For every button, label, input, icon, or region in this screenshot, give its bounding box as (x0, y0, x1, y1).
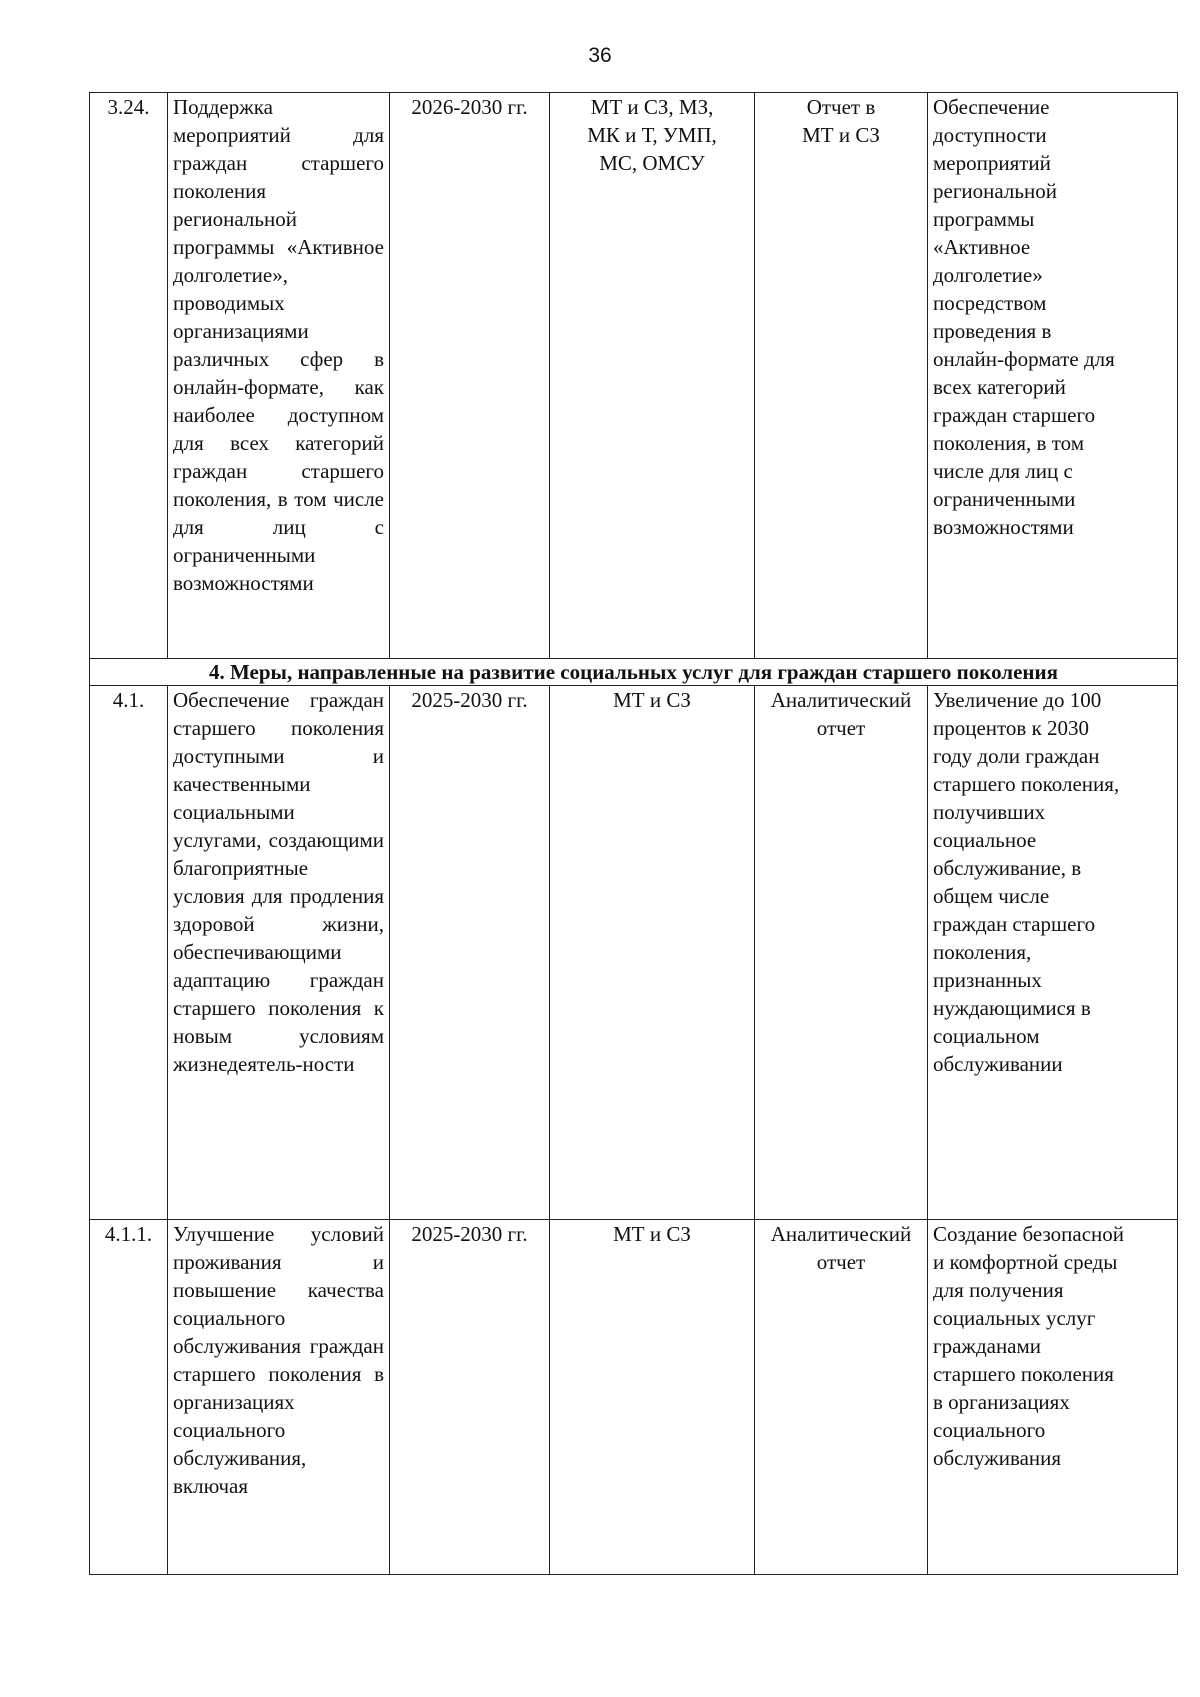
report-form: Аналитический отчет (755, 686, 928, 1220)
section-4-header: 4. Меры, направленные на развитие социальных услуг для граждан старшего поколения (90, 659, 1178, 686)
table-row (90, 93, 1178, 659)
report-form: Отчет в МТ и СЗ (755, 93, 928, 659)
row-number: 3.24. (90, 93, 168, 659)
table-row (90, 686, 1178, 1220)
expected-result: Обеспечение доступности мероприятий региональной программы «Активное долголетие» посредством проведения в онлайн-формате для всех категорий граждан старшего поколения, в том числе для лиц с ограниченными возможностями (928, 93, 1178, 659)
report-form: Аналитический отчет (755, 1220, 928, 1575)
page-number: 36 (588, 44, 612, 67)
row-number: 4.1.1. (90, 1220, 168, 1575)
expected-result: Увеличение до 100 процентов к 2030 году доли граждан старшего поколения, получивших социальное обслуживание, в общем числе граждан старшего поколения, признанных нуждающимися в социальном обслуживании (928, 686, 1178, 1220)
row-number: 4.1. (90, 686, 168, 1220)
expected-result: Создание безопасной и комфортной среды для получения социальных услуг гражданами старшего поколения в организациях социального обслуживания (928, 1220, 1178, 1575)
executors: МТ и СЗ (550, 686, 755, 1220)
section-header-row (90, 659, 1178, 686)
table-row (90, 1220, 1178, 1575)
period: 2026-2030 гг. (390, 93, 550, 659)
measure-text: Поддержка мероприятий для граждан старшего поколения региональной программы «Активное долголетие», проводимых организациями различных сфер в онлайн-формате, как наиболее доступном для всех категорий граждан старшего поколения, в том числе для лиц с ограниченными возможностями (168, 93, 390, 659)
measures-table (89, 92, 1178, 1575)
period: 2025-2030 гг. (390, 686, 550, 1220)
executors: МТ и СЗ (550, 1220, 755, 1575)
period: 2025-2030 гг. (390, 1220, 550, 1575)
measure-text: Улучшение условий проживания и повышение качества социального обслуживания граждан старшего поколения в организациях социального обслуживания, включая (168, 1220, 390, 1575)
measure-text: Обеспечение граждан старшего поколения доступными и качественными социальными услугами, создающими благоприятные условия для продления здоровой жизни, обеспечивающими адаптацию граждан старшего поколения к новым условиям жизнедеятель-ности (168, 686, 390, 1220)
executors: МТ и СЗ, МЗ, МК и Т, УМП, МС, ОМСУ (550, 93, 755, 659)
